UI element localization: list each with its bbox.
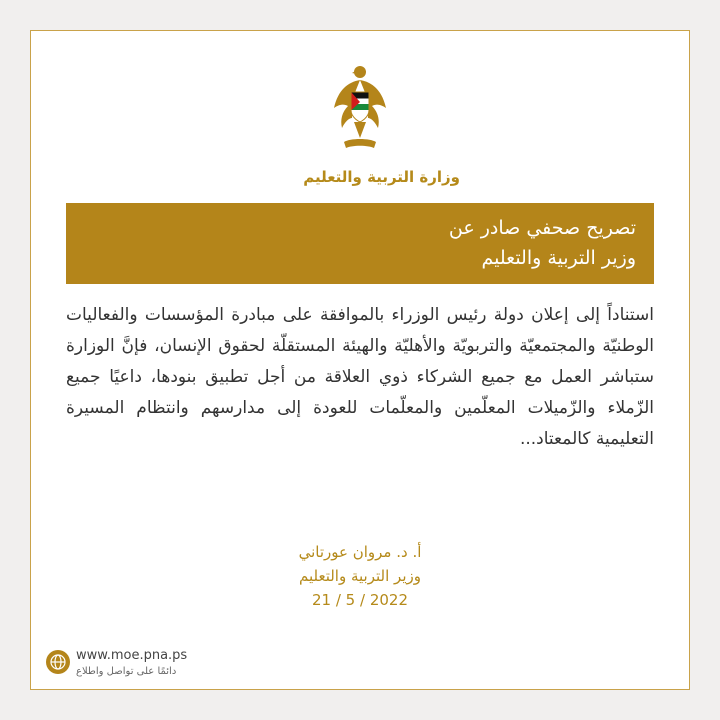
website-link[interactable]: www.moe.pna.ps xyxy=(76,648,188,663)
statement-date: 2022 / 5 / 21 xyxy=(311,591,408,609)
eagle-emblem-icon xyxy=(330,60,390,160)
footer-tagline: دائمًا على تواصل واطلاع xyxy=(76,666,177,677)
globe-icon xyxy=(46,650,70,674)
signer-title: وزير التربية والتعليم xyxy=(299,567,421,585)
title-banner xyxy=(66,203,654,284)
signature-block xyxy=(200,540,520,612)
ministry-name: وزارة التربية والتعليم xyxy=(303,168,460,186)
statement-text: استناداً إلى إعلان دولة رئيس الوزراء بالموافقة على مبادرة المؤسسات والفعاليات الوطنيّة والمجتمعيّة والتربويّة والأهليّة والهيئة المستقلّة لحقوق الإنسان، فإنَّ الوزارة ستباشر العمل مع جميع الشركاء ذوي العلاقة من أجل تطبيق بنودها، داعيًا جميع الزّملاء والزّميلات المعلّمين والمعلّمات للعودة إلى مدارسهم وانتظام المسيرة التعليمية كالمعتاد... xyxy=(66,305,654,449)
banner-line-2: وزير التربية والتعليم xyxy=(481,247,636,269)
banner-line-1: تصريح صحفي صادر عن xyxy=(448,217,636,239)
signer-name: أ. د. مروان عورتاني xyxy=(298,543,422,561)
